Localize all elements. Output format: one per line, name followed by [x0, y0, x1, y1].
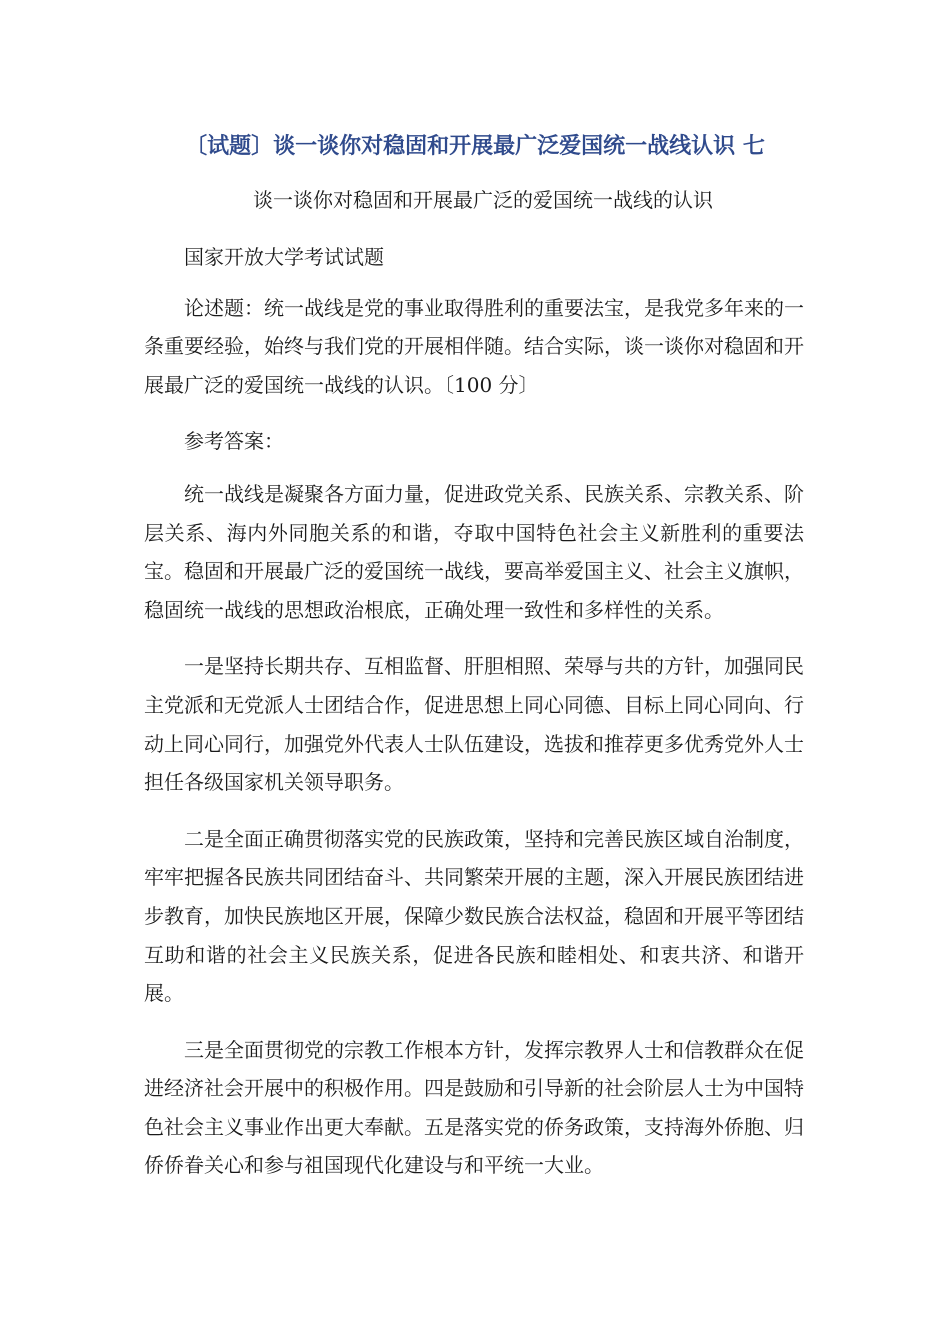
answer-paragraph-1: 统一战线是凝聚各方面力量，促进政党关系、民族关系、宗教关系、阶层关系、海内外同胞关系的和谐，夺取中国特色社会主义新胜利的重要法宝。稳固和开展最广泛的爱国统一战线，要高举爱国主义、社会主义旗帜，稳固统一战线的思想政治根底，正确处理一致性和多样性的关系。	[144, 481, 804, 622]
document-title: 〔试题〕谈一谈你对稳固和开展最广泛爱国统一战线认识 七	[185, 134, 765, 159]
answer-paragraph-4: 三是全面贯彻党的宗教工作根本方针，发挥宗教界人士和信教群众在促进经济社会开展中的积极作用。四是鼓励和引导新的社会阶层人士为中国特色社会主义事业作出更大奉献。五是落实党的侨务政策，支持海外侨胞、归侨侨眷关心和参与祖国现代化建设与和平统一大业。	[144, 1037, 804, 1178]
document-body	[144, 238, 804, 1185]
answer-label: 参考答案：	[184, 429, 284, 454]
document-subtitle: 谈一谈你对稳固和开展最广泛的爱国统一战线的认识	[253, 188, 713, 212]
answer-paragraph-2: 一是坚持长期共存、互相监督、肝胆相照、荣辱与共的方针，加强同民主党派和无党派人士团结合作，促进思想上同心同德、目标上同心同向、行动上同心同行，加强党外代表人士队伍建设，选拔和推荐更多优秀党外人士担任各级国家机关领导职务。	[144, 654, 804, 795]
question-paragraph: 论述题：统一战线是党的事业取得胜利的重要法宝，是我党多年来的一条重要经验，始终与我们党的开展相伴随。结合实际，谈一谈你对稳固和开展最广泛的爱国统一战线的认识。〔100 分〕	[144, 295, 804, 397]
answer-paragraph-3: 二是全面正确贯彻落实党的民族政策，坚持和完善民族区域自治制度，牢牢把握各民族共同团结奋斗、共同繁荣开展的主题，深入开展民族团结进步教育，加快民族地区开展，保障少数民族合法权益，稳固和开展平等团结互助和谐的社会主义民族关系，促进各民族和睦相处、和衷共济、和谐开展。	[144, 826, 804, 1006]
exam-source: 国家开放大学考试试题	[184, 245, 384, 269]
